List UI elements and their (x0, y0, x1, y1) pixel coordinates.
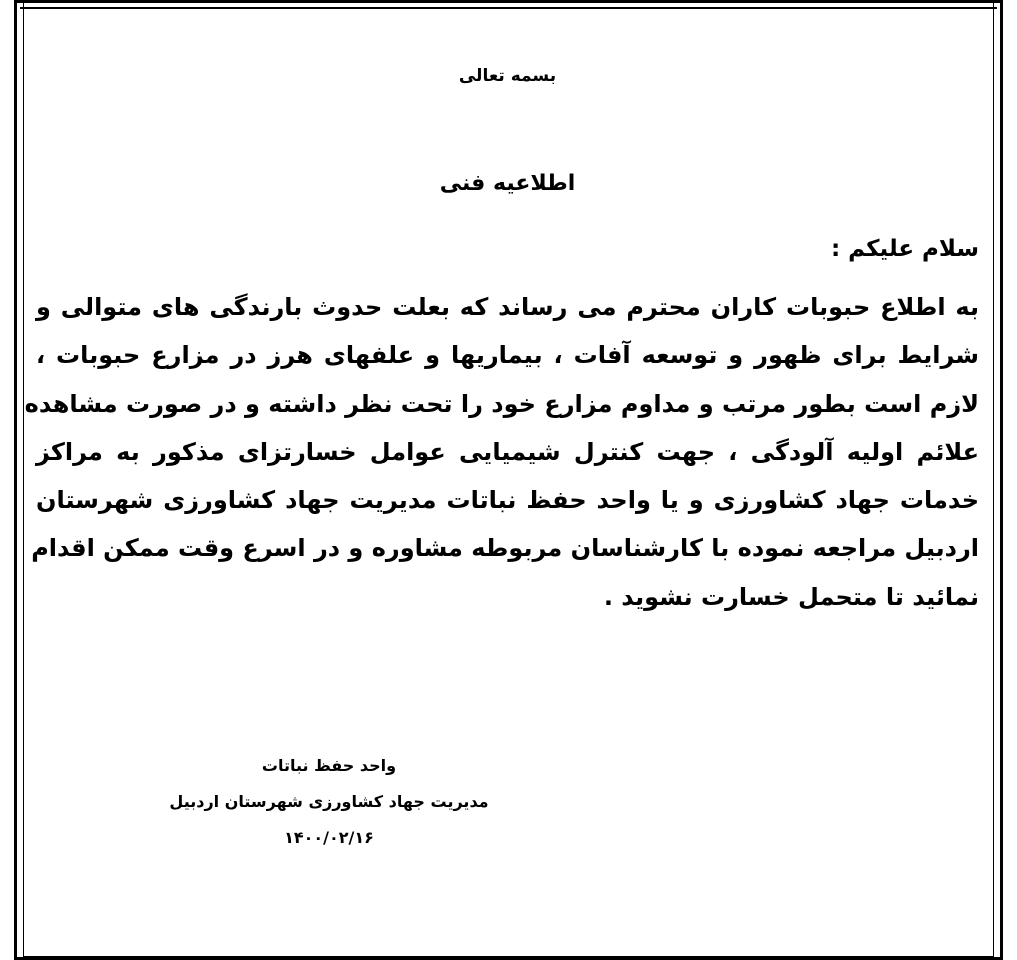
body-line: به اطلاع حبوبات کاران محترم می رساند که بعلت حدوث بارندگی های متوالی و (36, 293, 979, 321)
body-line: علائم اولیه آلودگی ، جهت کنترل شیمیایی عوامل خسارتزای مذکور به مراکز (36, 437, 979, 466)
body-line: خدمات جهاد کشاورزی و یا واحد حفظ نباتات مدیریت جهاد کشاورزی شهرستان (36, 486, 979, 515)
body-line: اردبیل مراجعه نموده با کارشناسان مربوطه مشاوره و در اسرع وقت ممکن اقدام (31, 534, 979, 563)
signature-date: ۱۴۰۰/۰۲/۱۶ (284, 828, 374, 847)
signature-unit: واحد حفظ نباتات (261, 756, 397, 775)
greeting: سلام علیکم : (830, 236, 979, 262)
basmala-heading: بسمه تعالی (458, 66, 557, 86)
document-title: اطلاعیه فنی (439, 171, 576, 196)
body-line-last: نمائید تا متحمل خسارت نشوید . (603, 582, 979, 611)
signature-block (159, 751, 499, 859)
body-line: لازم است بطور مرتب و مداوم مزارع خود را تحت نظر داشته و در صورت مشاهده (24, 389, 979, 418)
announcement-body (24, 283, 979, 621)
signature-organization: مدیریت جهاد کشاورزی شهرستان اردبیل (169, 792, 489, 811)
body-line: شرایط برای ظهور و توسعه آفات ، بیماریها و علفهای هرز در مزارع حبوبات ، (36, 341, 979, 370)
